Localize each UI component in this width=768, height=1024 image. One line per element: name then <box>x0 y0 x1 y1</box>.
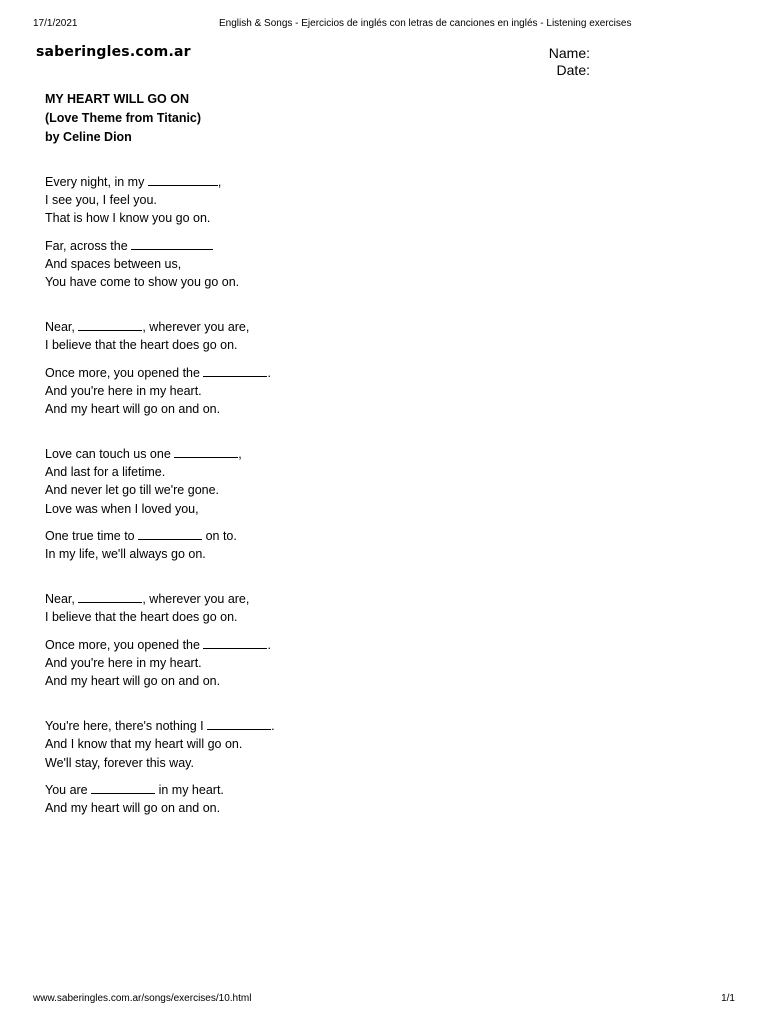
lyric-text: , wherever you are, <box>142 592 250 607</box>
lyric-line <box>45 636 275 654</box>
stanza-8 <box>45 636 275 691</box>
lyric-line <box>45 173 275 191</box>
lyric-text: One true time to <box>45 528 139 543</box>
blank-answer[interactable] <box>78 318 142 331</box>
lyric-text: , <box>217 175 222 189</box>
lyric-line <box>45 717 275 735</box>
lyric-text: Love can touch us one <box>45 447 175 462</box>
lyric-text: . <box>267 365 271 380</box>
lyric-text: Once more, you opened the <box>45 637 204 652</box>
lyric-text: Near, <box>45 320 79 335</box>
lyric-text: Far, across the <box>45 238 132 253</box>
lyric-text: Every night, in my <box>45 175 148 189</box>
lyric-text: , <box>238 447 242 462</box>
lyric-text: Once more, you opened the <box>45 365 204 380</box>
blank-answer[interactable] <box>203 364 267 377</box>
stanza-9 <box>45 717 275 772</box>
name-label: Name: <box>548 45 590 61</box>
song-subtitle: (Love Theme from Titanic) <box>45 111 202 125</box>
lyric-line: And last for a lifetime. <box>45 465 166 480</box>
lyric-line <box>45 527 275 545</box>
stanza-1 <box>45 173 275 228</box>
page-number: 1/1 <box>721 993 735 1004</box>
print-header <box>33 17 735 31</box>
lyric-line: I see you, I feel you. <box>45 193 157 208</box>
lyric-text: in my heart. <box>155 782 224 797</box>
song-title: MY HEART WILL GO ON <box>45 92 189 106</box>
blank-answer[interactable] <box>131 237 213 250</box>
lyric-line: In my life, we'll always go on. <box>45 547 206 561</box>
lyric-line <box>45 590 275 608</box>
lyric-line: And spaces between us, <box>45 256 182 271</box>
blank-answer[interactable] <box>78 590 142 603</box>
song-artist: by Celine Dion <box>45 130 132 144</box>
stanza-7 <box>45 590 275 626</box>
lyric-line <box>45 781 275 799</box>
lyrics-exercise <box>45 173 275 817</box>
lyric-text: You're here, there's nothing I <box>45 719 208 734</box>
lyric-line <box>45 445 275 463</box>
lyric-line: I believe that the heart does go on. <box>45 338 238 353</box>
stanza-10 <box>45 781 275 817</box>
lyric-text: . <box>267 637 271 652</box>
blank-answer[interactable] <box>138 527 202 540</box>
blank-answer[interactable] <box>148 173 218 186</box>
song-header <box>45 90 201 147</box>
lyric-line: And you're here in my heart. <box>45 383 202 398</box>
lyric-text: . <box>271 719 275 734</box>
lyric-line: And my heart will go on and on. <box>45 800 221 815</box>
print-page-title: English & Songs - Ejercicios de inglés con letras de canciones en inglés - Listening exercises <box>219 18 632 29</box>
lyric-text: on to. <box>202 528 237 543</box>
lyric-line: You have come to show you go on. <box>45 274 240 289</box>
lyric-line <box>45 237 275 255</box>
student-fields <box>549 45 590 79</box>
lyric-line: And my heart will go on and on. <box>45 401 221 416</box>
stanza-2 <box>45 237 275 292</box>
lyric-line: And never let go till we're gone. <box>45 483 220 498</box>
lyric-text: Near, <box>45 592 79 607</box>
stanza-4 <box>45 364 275 419</box>
blank-answer[interactable] <box>207 717 271 730</box>
lyric-line: Love was when I loved you, <box>45 501 199 516</box>
lyric-line: I believe that the heart does go on. <box>45 610 238 625</box>
blank-answer[interactable] <box>203 636 267 649</box>
print-date: 17/1/2021 <box>33 18 78 29</box>
blank-answer[interactable] <box>174 445 238 458</box>
print-footer <box>33 992 735 1006</box>
stanza-3 <box>45 318 275 354</box>
stanza-6 <box>45 527 275 563</box>
lyric-text: , wherever you are, <box>142 320 250 335</box>
date-label: Date: <box>556 62 590 78</box>
lyric-line: And you're here in my heart. <box>45 655 202 670</box>
lyric-line <box>45 318 275 336</box>
blank-answer[interactable] <box>91 781 155 794</box>
stanza-5 <box>45 445 275 518</box>
lyric-line: We'll stay, forever this way. <box>45 755 194 770</box>
lyric-line: And I know that my heart will go on. <box>45 737 243 752</box>
site-name: saberingles.com.ar <box>36 44 191 60</box>
lyric-line: And my heart will go on and on. <box>45 673 221 688</box>
lyric-text: You are <box>45 782 92 797</box>
print-url: www.saberingles.com.ar/songs/exercises/10.html <box>33 993 252 1004</box>
lyric-line: That is how I know you go on. <box>45 211 211 226</box>
lyric-line <box>45 364 275 382</box>
